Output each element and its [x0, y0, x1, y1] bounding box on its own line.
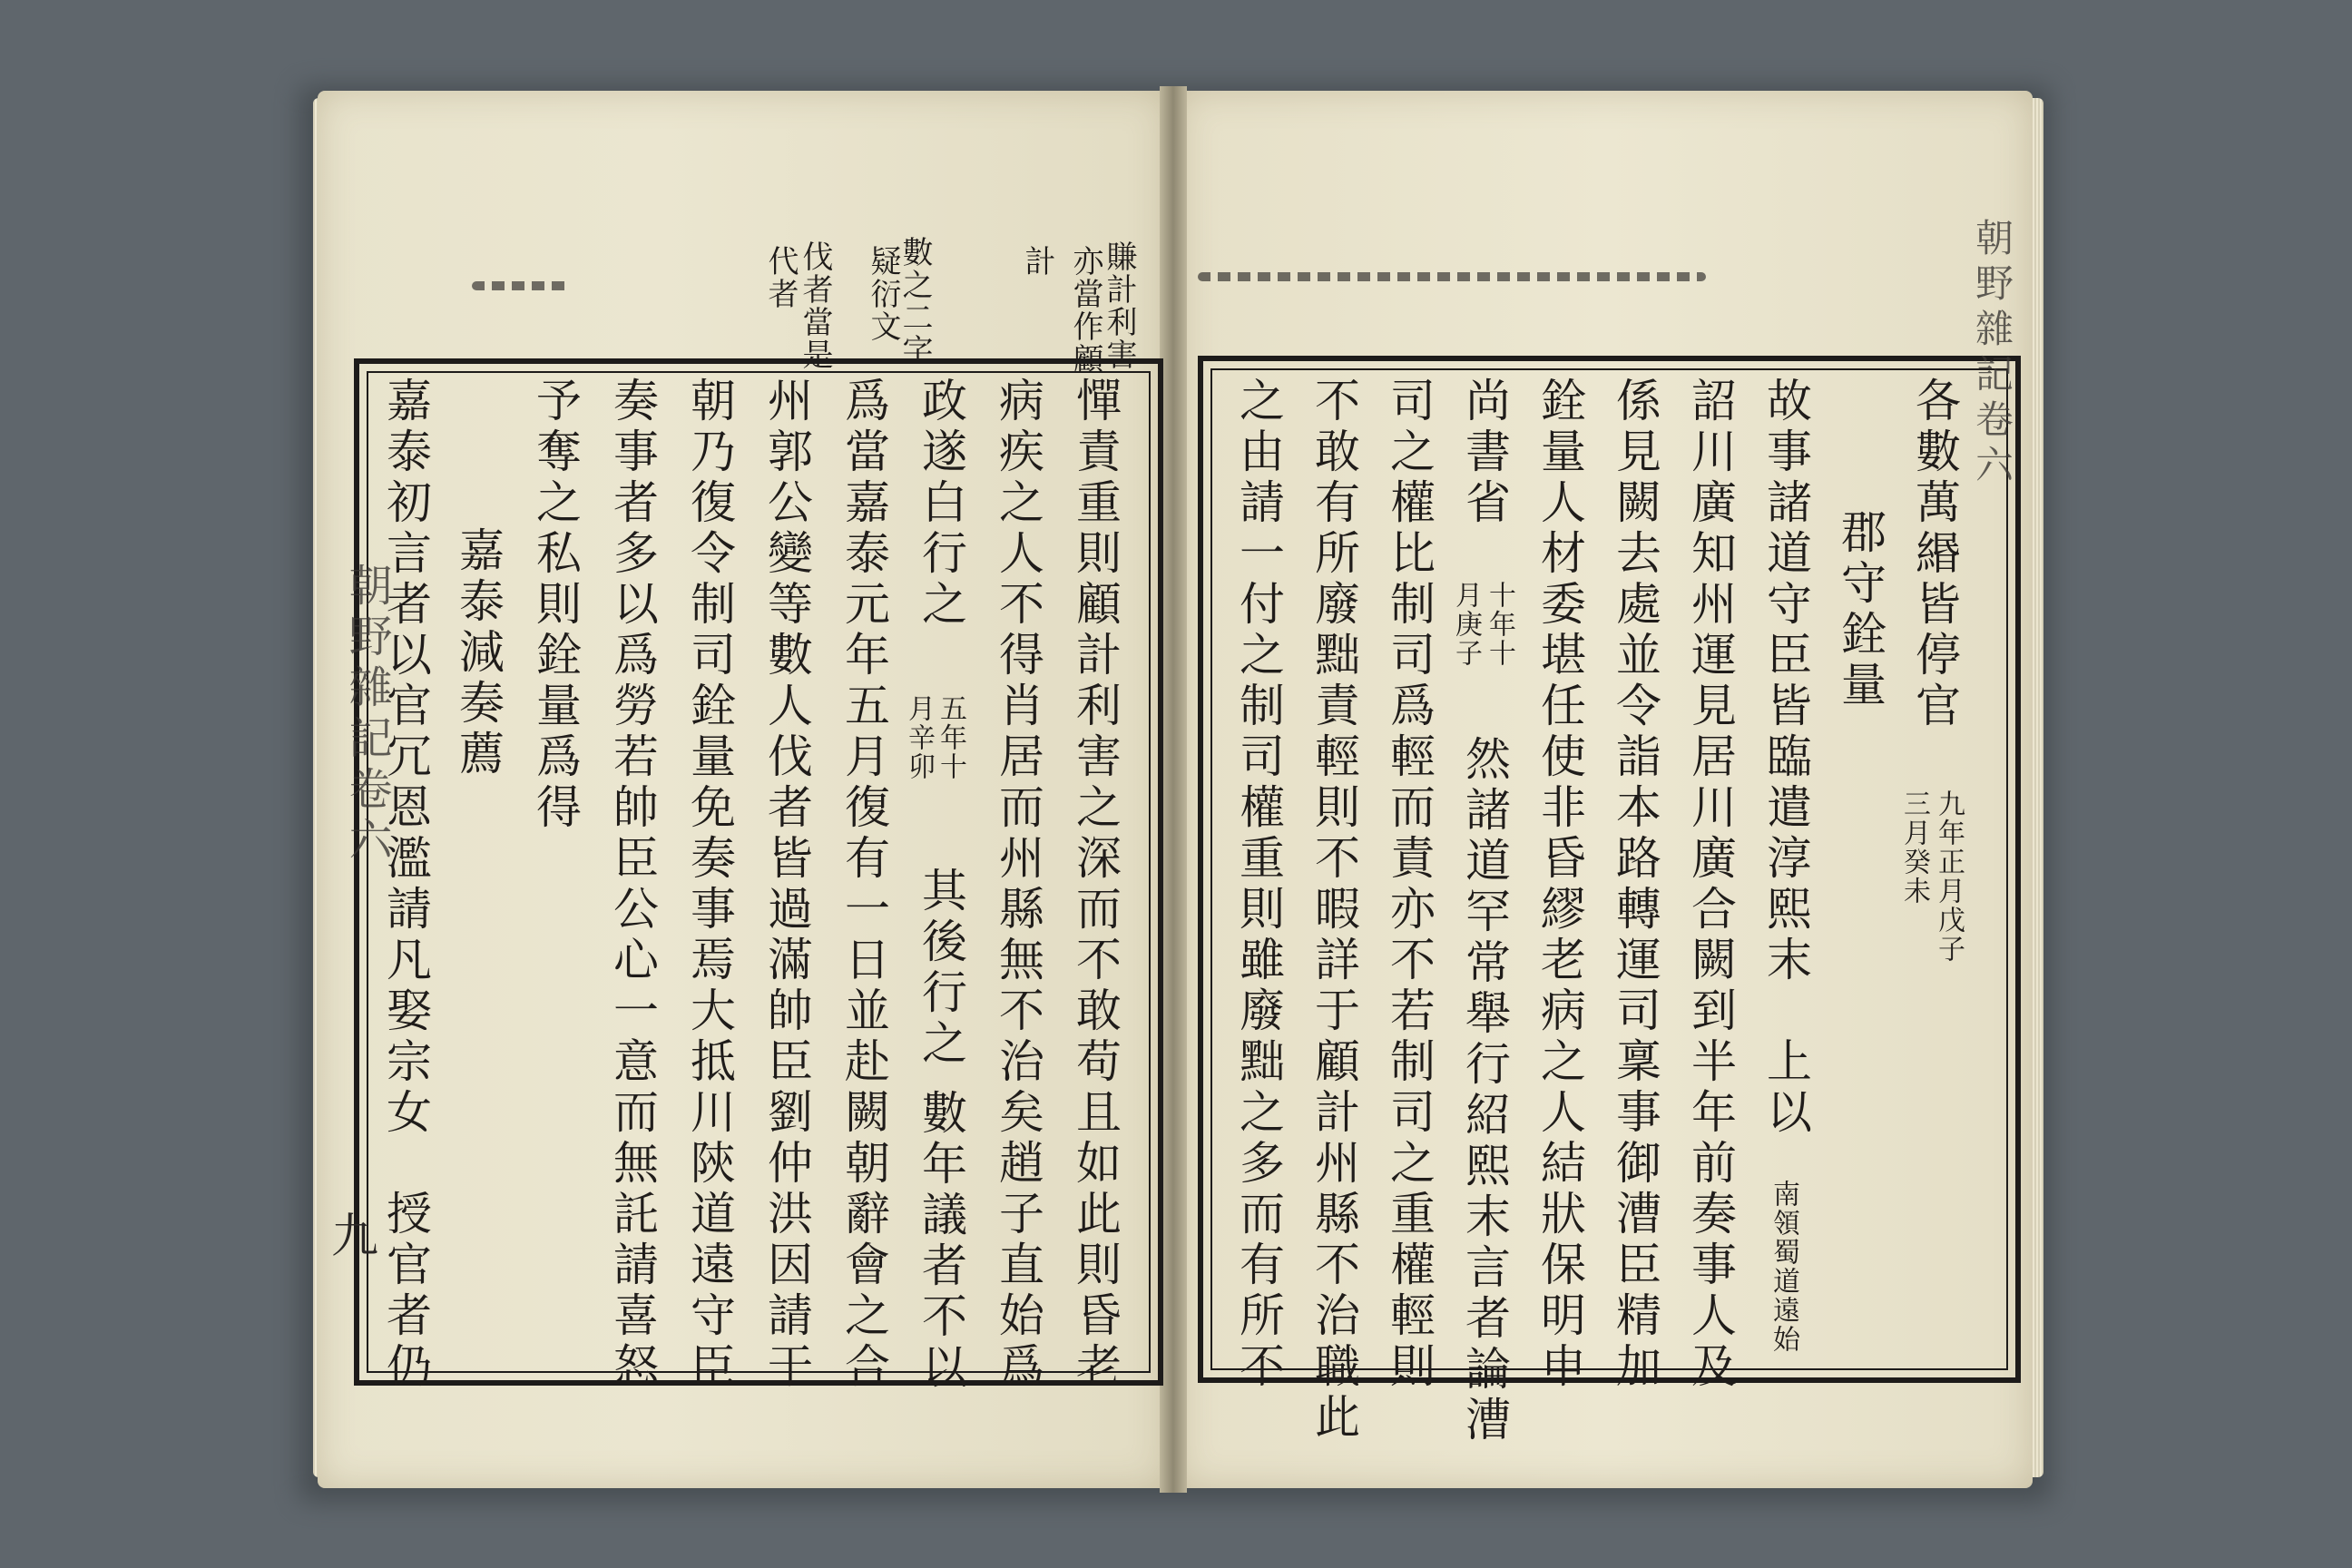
- text-column: 係見闕去處並令詣本路轉運司稟事御漕臣精加: [1609, 377, 1661, 1393]
- head-note: 代者: [762, 245, 799, 310]
- text-column: 然諸道罕常舉行紹熙末言者論漕: [1458, 735, 1511, 1446]
- text-column: 朝乃復令制司銓量免奏事焉大抵川陝道遠守臣: [683, 377, 736, 1393]
- text-column: 嘉泰初言者以官冗恩濫請凡娶宗女 授官者仍: [379, 377, 432, 1393]
- head-note: 數之二字: [897, 236, 933, 367]
- inline-note: 三月癸未: [1898, 789, 1930, 906]
- text-column: 爲當嘉泰元年五月復有一日並赴闕朝辭會之合: [838, 377, 890, 1393]
- page-number: 九: [331, 1210, 379, 1264]
- book-gutter: [1160, 86, 1187, 1493]
- margin-label: 朝野雜記卷六: [341, 563, 392, 867]
- section-heading: 郡守銓量: [1834, 508, 1886, 711]
- head-note: 亦當作顧: [1067, 245, 1103, 376]
- bleed-mark: [472, 281, 572, 290]
- inline-note: 九年正月戊子: [1933, 789, 1965, 964]
- text-column: 其後行之: [915, 867, 967, 1070]
- text-column: 州郭公變等數人伐者皆過滿帥臣劉仲洪因請干: [760, 377, 813, 1393]
- text-column: 憚責重則顧計利害之深而不敢苟且如此則昏老: [1069, 377, 1122, 1393]
- text-column: 奏事者多以爲勞若帥臣公心一意而無託請喜怒: [606, 377, 659, 1393]
- inline-note: 月庚子: [1450, 581, 1482, 668]
- margin-label: 朝野雜記卷六: [1970, 218, 2014, 490]
- text-column: 尚書省: [1458, 377, 1511, 529]
- inline-note: 五年十: [935, 694, 966, 781]
- text-column: 不敢有所廢黜責輕則不暇詳于顧計州縣不治職此: [1308, 377, 1360, 1444]
- text-column: 詔川廣知州運見居川廣合闕到半年前奏事人及: [1684, 377, 1737, 1393]
- inline-note: 十年十: [1484, 581, 1515, 668]
- text-column: 病疾之人不得肖居而州縣無不治矣趙子直始爲: [992, 377, 1044, 1393]
- text-column: 之由請一付之制司權重則雖廢黜之多而有所不: [1232, 377, 1285, 1393]
- text-column: 數年議者不以: [915, 1089, 967, 1394]
- inline-note: 南領蜀道遠始: [1768, 1180, 1799, 1354]
- sub-heading: 嘉泰減奏薦: [452, 526, 505, 780]
- text-column: 政遂白行之: [915, 377, 967, 631]
- text-column: 故事諸道守臣皆臨遣淳熙末 上以: [1759, 377, 1812, 1139]
- text-column: 司之權比制司爲輕而責亦不若制司之重權輕則: [1383, 377, 1436, 1393]
- text-column: 各數萬緡皆停官: [1908, 377, 1961, 732]
- head-note: 計: [1019, 245, 1055, 278]
- text-column: 予奪之私則銓量爲得: [529, 377, 582, 834]
- bleed-mark: [1198, 272, 1706, 281]
- head-note: 賺計利害: [1101, 240, 1137, 371]
- head-note: 疑衍文: [865, 245, 901, 343]
- inline-note: 月辛卯: [903, 694, 935, 781]
- head-note: 伐者當是: [797, 240, 833, 371]
- text-column: 銓量人材委堪任使非昏繆老病之人結狀保明申: [1534, 377, 1586, 1393]
